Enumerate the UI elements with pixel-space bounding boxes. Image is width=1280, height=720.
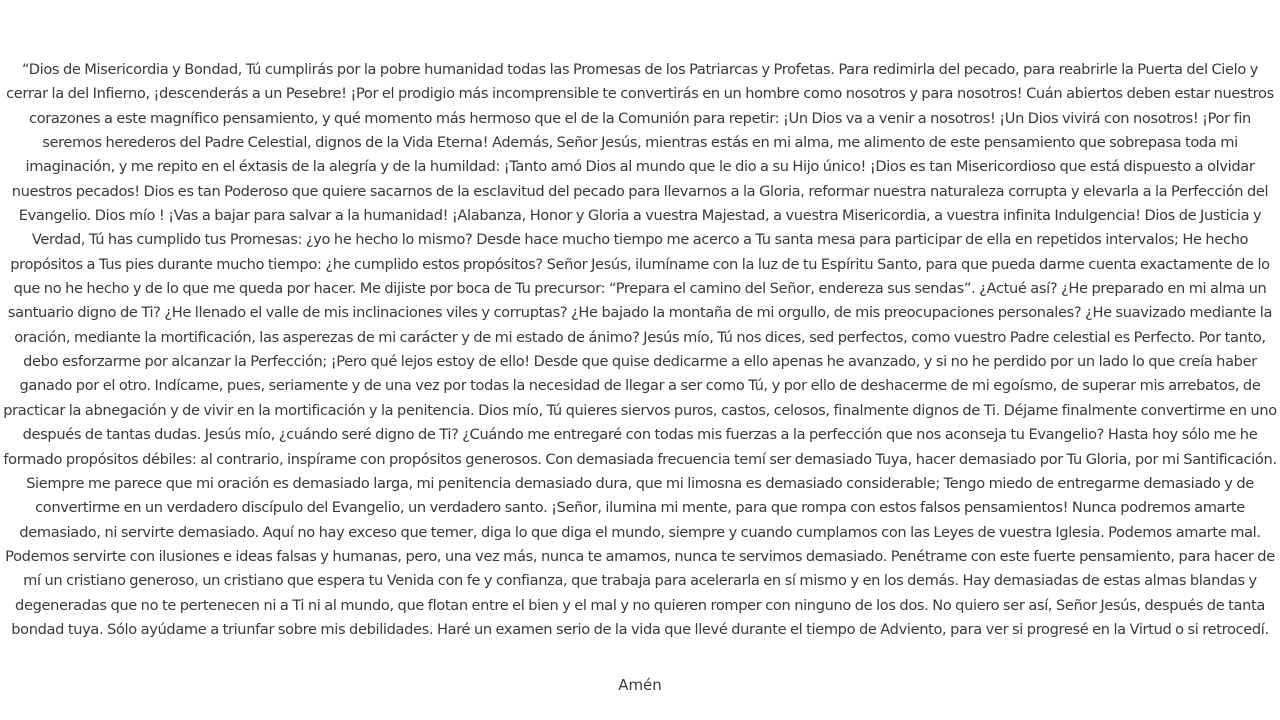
prayer-text: “Dios de Misericordia y Bondad, Tú cumplirás por la pobre humanidad todas las Promesas de los Patriarcas y Profetas. Para redimirla del pecado, para reabrirle la Puerta del Cielo y cerrar la del Infierno, ¡descenderás a un Pesebre! ¡Por el prodigio más incomprensible te convertirás en un hombre como nosotros y para nosotros! Cuán abiertos deben estar nuestros corazones a este magnífico pensamiento, y qué momento más hermoso que el de la Comunión para repetir: ¡Un Dios va a venir a nosotros! ¡Un Dios vivirá con nosotros! ¡Por fin seremos herederos del Padre Celestial, dignos de la Vida Eterna! Además, Señor Jesús, mientras estás en mi alma, me alimento de este pensamiento que sobrepasa toda mi imaginación, y me repito en el éxtasis de la alegría y de la humildad: ¡Tanto amó Dios al mundo que le dio a su Hijo único! ¡Dios es tan Misericordioso que está dispuesto a olvidar nuestros pecados! Dios es tan Poderoso que quiere sacarnos de la esclavitud del pecado para llevarnos a la Gloria, reformar nuestra naturaleza corrupta y elevarla a la Perfección del Evangelio. Dios mío ! ¡Vas a bajar para salvar a la humanidad! ¡Alabanza, Honor y Gloria a vuestra Majestad, a vuestra Misericordia, a vuestra infinita Indulgencia! Dios de Justicia y Verdad, Tú has cumplido tus Promesas: ¿yo he hecho lo mismo? Desde hace mucho tiempo me acerco a Tu santa mesa para participar de ella en repetidos intervalos; He hecho propósitos a Tus pies durante mucho tiempo: ¿he cumplido estos propósitos? Señor Jesús, ilumíname con la luz de tu Espíritu Santo, para que pueda darme cuenta exactamente de lo que no he hecho y de lo que me queda por hacer. Me dijiste por boca de Tu precursor: “Prepara el camino del Señor, endereza sus sendas”. ¿Actué así? ¿He preparado en mi alma un santuario digno de Ti? ¿He llenado el valle de mis inclinaciones viles y corruptas? ¿He bajado la montaña de mi orgullo, de mis preocupaciones personales? ¿He suavizado mediante la oración, mediante la mortificación, las asperezas de mi carácter y de mi estado de ánimo? Jesús mío, Tú nos dices, sed perfectos, como vuestro Padre celestial es Perfecto. Por tanto, debo esforzarme por alcanzar la Perfección; ¡Pero qué lejos estoy de ello! Desde que quise dedicarme a ello apenas he avanzado, y si no he perdido por un lado lo que creía haber ganado por el otro. Indícame, pues, seriamente y de una vez por todas la necesidad de llegar a ser como Tú, y por ello de deshacerme de mi egoísmo, de superar mis arrebatos, de practicar la abnegación y de vivir en la mortificación y la penitencia. Dios mío, Tú quieres siervos puros, castos, celosos, finalmente dignos de Ti. Déjame finalmente convertirme en uno después de tantas dudas. Jesús mío, ¿cuándo seré digno de Ti? ¿Cuándo me entregaré con todas mis fuerzas a la perfección que nos aconseja tu Evangelio? Hasta hoy sólo me he formado propósitos débiles: al contrario, inspírame con propósitos generosos. Con demasiada frecuencia temí ser demasiado Tuya, hacer demasiado por Tu Gloria, por mi Santificación. Siempre me parece que mi oración es demasiado larga, mi penitencia demasiado dura, que mi limosna es demasiado considerable; Tengo miedo de entregarme demasiado y de convertirme en un verdadero discípulo del Evangelio, un verdadero santo. ¡Señor, ilumina mi mente, para que rompa con estos falsos pensamientos! Nunca podremos amarte demasiado, ni servirte demasiado. Aquí no hay exceso que temer, diga lo que diga el mundo, siempre y cuando cumplamos con las Leyes de vuestra Iglesia. Podemos amarte mal. Podemos servirte con ilusiones e ideas falsas y humanas, pero, una vez más, nunca te amamos, nunca te servimos demasiado. Penétrame con este fuerte pensamiento, para hacer de mí un cristiano generoso, un cristiano que espera tu Venida con fe y confianza, que trabaja para acelerarla en sí mismo y en los demás. Hay demasiadas de estas almas blandas y degeneradas que no te pertenecen ni a Ti ni al mundo, que flotan entre el bien y el mal y no quieren romper con ninguno de los dos. No quiero ser así, Señor Jesús, después de tanta bondad tuya. Sólo ayúdame a triunfar sobre mis debilidades. Haré un examen serio de la vida que llevé durante el tiempo de Adviento, para ver si progresé en la Virtud o si retrocedí. <box>3 61 1277 638</box>
prayer-closing: Amén <box>618 676 662 694</box>
